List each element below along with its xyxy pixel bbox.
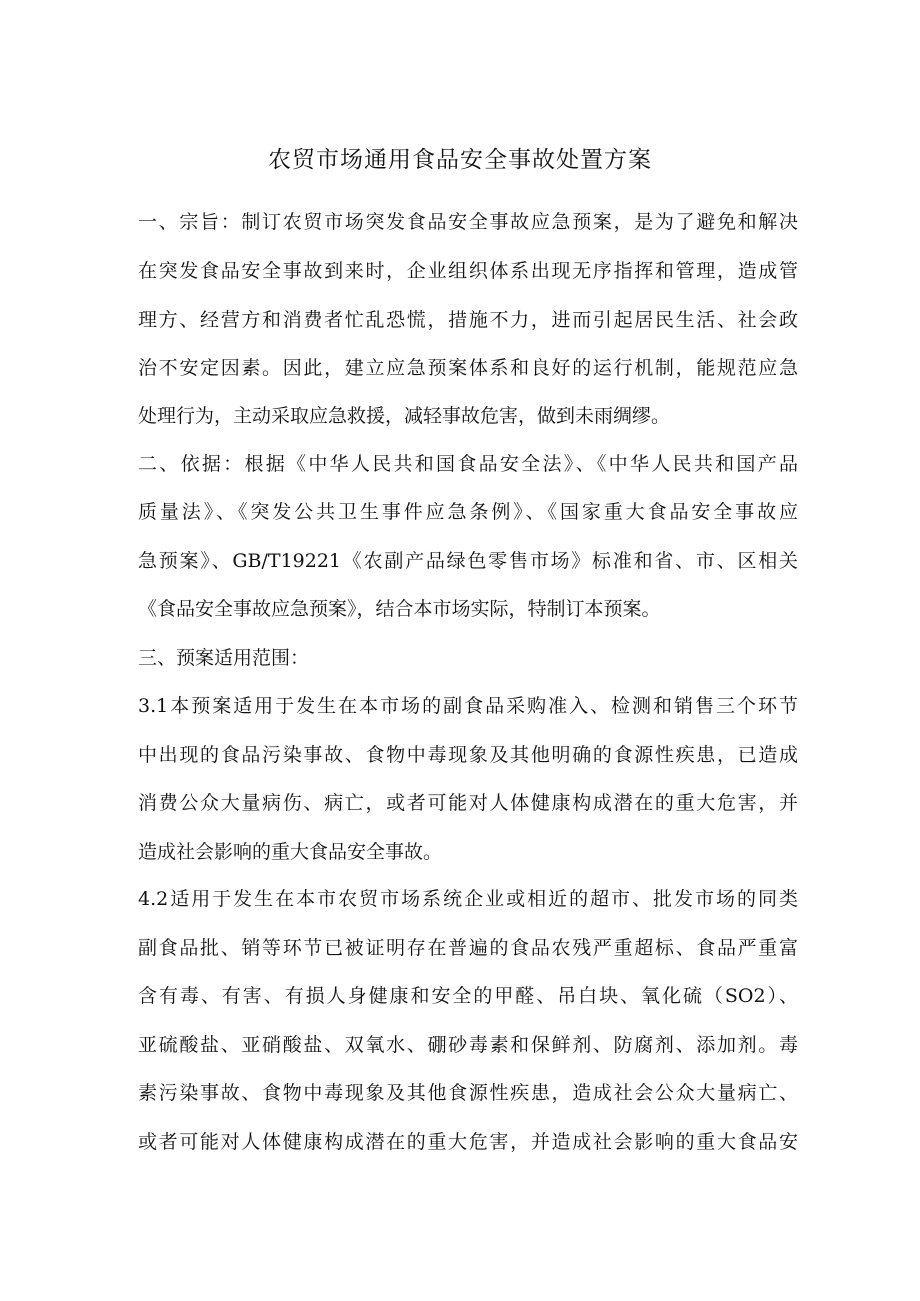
text-line: 中出现的食品污染事故、食物中毒现象及其他明确的食源性疾患，已造成	[138, 744, 798, 766]
text-line: 亚硫酸盐、亚硝酸盐、双氧水、硼砂毒素和保鲜剂、防腐剂、添加剂。毒	[138, 1034, 798, 1056]
text-line: 一、宗旨：制订农贸市场突发食品安全事故应急预案，是为了避免和解决	[138, 211, 798, 233]
text-line: 造成社会影响的重大食品安全事故。	[138, 841, 443, 863]
section-heading: 三、预案适用范围：	[138, 647, 310, 669]
text-line: 理方、经营方和消费者忙乱恐慌，措施不力，进而引起居民生活、社会政	[138, 309, 798, 331]
text-line: 3.1本预案适用于发生在本市场的副食品采购准入、检测和销售三个环节	[138, 695, 798, 717]
text-line: 副食品批、销等环节已被证明存在普遍的食品农残严重超标、食品严重富	[138, 937, 798, 959]
text-line: 4.2适用于发生在本市农贸市场系统企业或相近的超市、批发市场的同类	[138, 888, 798, 910]
text-line: 急预案》、GB/T19221《农副产品绿色零售市场》标准和省、市、区相关	[138, 550, 798, 572]
document-title: 农贸市场通用食品安全事故处置方案	[268, 147, 652, 173]
text-line: 《食品安全事故应急预案》，结合本市场实际，特制订本预案。	[138, 598, 661, 620]
text-line: 二、依据：根据《中华人民共和国食品安全法》、《中华人民共和国产品	[138, 453, 798, 475]
text-line: 消费公众大量病伤、病亡，或者可能对人体健康构成潜在的重大危害，并	[138, 792, 798, 814]
text-line: 质量法》、《突发公共卫生事件应急条例》、《国家重大食品安全事故应	[138, 501, 798, 523]
text-line: 或者可能对人体健康构成潜在的重大危害，并造成社会影响的重大食品安	[138, 1131, 798, 1153]
text-line: 素污染事故、食物中毒现象及其他食源性疾患，造成社会公众大量病亡、	[138, 1082, 798, 1104]
text-line: 处理行为，主动采取应急救援，减轻事故危害，做到未雨绸缪。	[138, 405, 671, 427]
text-line: 在突发食品安全事故到来时，企业组织体系出现无序指挥和管理，造成管	[138, 260, 798, 282]
text-line: 治不安定因素。因此，建立应急预案体系和良好的运行机制，能规范应急	[138, 357, 798, 379]
text-line: 含有毒、有害、有损人身健康和安全的甲醛、吊白块、氧化硫（SO2）、	[138, 985, 798, 1007]
